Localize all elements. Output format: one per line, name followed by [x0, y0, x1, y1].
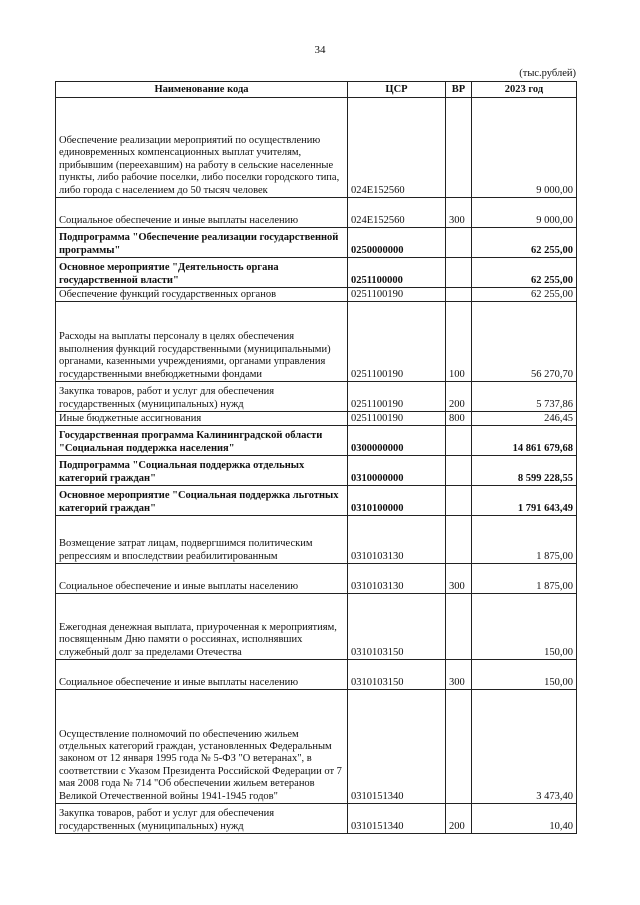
- cell-vr: [446, 594, 472, 660]
- table-body: [56, 98, 577, 834]
- cell-sum: 56 270,70: [472, 302, 577, 382]
- table-row: [56, 258, 577, 288]
- cell-vr: 300: [446, 660, 472, 690]
- table-row: [56, 564, 577, 594]
- cell-name: Социальное обеспечение и иные выплаты населению: [56, 564, 348, 594]
- cell-sum: 3 473,40: [472, 690, 577, 804]
- cell-csr: 0300000000: [348, 426, 446, 456]
- cell-name: Подпрограмма "Обеспечение реализации государственной программы": [56, 228, 348, 258]
- header-vr: ВР: [446, 82, 472, 98]
- cell-vr: 200: [446, 382, 472, 412]
- header-name: Наименование кода: [56, 82, 348, 98]
- cell-name: Осуществление полномочий по обеспечению жильем отдельных категорий граждан, установленных Федеральным законом от 12 января 1995 года № 5-ФЗ "О ветеранах", в соответствии с Указом Президента Российской Федерации от 7 мая 2008 года № 714 "Об обеспечении жильем ветеранов Великой Отечественной войны 1941-1945 годов": [56, 690, 348, 804]
- cell-vr: 200: [446, 804, 472, 834]
- cell-vr: [446, 456, 472, 486]
- cell-sum: 150,00: [472, 594, 577, 660]
- table-row: [56, 804, 577, 834]
- budget-table: [55, 81, 577, 834]
- cell-name: Обеспечение реализации мероприятий по осуществлению единовременных компенсационных выплат учителям, прибывшим (переехавшим) на работу в сельские населенные пункты, либо рабочие поселки, либо поселки городского типа, либо города с населением до 50 тысяч человек: [56, 98, 348, 198]
- table-row: [56, 426, 577, 456]
- cell-vr: [446, 228, 472, 258]
- cell-csr: 0310000000: [348, 456, 446, 486]
- cell-vr: [446, 426, 472, 456]
- cell-csr: 0310100000: [348, 486, 446, 516]
- cell-csr: 0251100190: [348, 412, 446, 426]
- table-row: [56, 198, 577, 228]
- cell-name: Государственная программа Калининградской области "Социальная поддержка населения": [56, 426, 348, 456]
- cell-name: Закупка товаров, работ и услуг для обеспечения государственных (муниципальных) нужд: [56, 804, 348, 834]
- cell-csr: 0310103130: [348, 564, 446, 594]
- cell-csr: 0310103150: [348, 594, 446, 660]
- cell-csr: 0251100190: [348, 382, 446, 412]
- cell-sum: 1 791 643,49: [472, 486, 577, 516]
- cell-name: Основное мероприятие "Социальная поддержка льготных категорий граждан": [56, 486, 348, 516]
- cell-name: Социальное обеспечение и иные выплаты населению: [56, 198, 348, 228]
- cell-vr: 800: [446, 412, 472, 426]
- table-row: [56, 382, 577, 412]
- cell-name: Социальное обеспечение и иные выплаты населению: [56, 660, 348, 690]
- cell-csr: 0310151340: [348, 690, 446, 804]
- table-row: [56, 302, 577, 382]
- table-row: [56, 228, 577, 258]
- table-row: [56, 516, 577, 564]
- cell-csr: 0251100000: [348, 258, 446, 288]
- cell-vr: 300: [446, 564, 472, 594]
- cell-vr: [446, 288, 472, 302]
- cell-csr: 0310151340: [348, 804, 446, 834]
- cell-name: Основное мероприятие "Деятельность органа государственной власти": [56, 258, 348, 288]
- table-row: [56, 98, 577, 198]
- cell-name: Обеспечение функций государственных органов: [56, 288, 348, 302]
- cell-sum: 9 000,00: [472, 98, 577, 198]
- table-row: [56, 690, 577, 804]
- cell-vr: [446, 258, 472, 288]
- cell-csr: 024E152560: [348, 198, 446, 228]
- cell-vr: [446, 486, 472, 516]
- cell-name: Закупка товаров, работ и услуг для обеспечения государственных (муниципальных) нужд: [56, 382, 348, 412]
- cell-name: Возмещение затрат лицам, подвергшимся политическим репрессиям и впоследствии реабилитированным: [56, 516, 348, 564]
- cell-sum: 150,00: [472, 660, 577, 690]
- cell-sum: 1 875,00: [472, 516, 577, 564]
- header-csr: ЦСР: [348, 82, 446, 98]
- table-row: [56, 594, 577, 660]
- cell-sum: 9 000,00: [472, 198, 577, 228]
- units-label: (тыс.рублей): [519, 68, 576, 79]
- cell-name: Расходы на выплаты персоналу в целях обеспечения выполнения функций государственными (муниципальными) органами, казенными учреждениями, органами управления государственными внебюджетными фондами: [56, 302, 348, 382]
- cell-name: Ежегодная денежная выплата, приуроченная к мероприятиям, посвященным Дню памяти о россиянах, исполнявших служебный долг за пределами Отечества: [56, 594, 348, 660]
- cell-name: Подпрограмма "Социальная поддержка отдельных категорий граждан": [56, 456, 348, 486]
- table-row: [56, 412, 577, 426]
- cell-csr: 024E152560: [348, 98, 446, 198]
- cell-csr: 0310103130: [348, 516, 446, 564]
- table-row: [56, 486, 577, 516]
- table-row: [56, 456, 577, 486]
- cell-sum: 14 861 679,68: [472, 426, 577, 456]
- cell-sum: 62 255,00: [472, 228, 577, 258]
- table-header-row: [56, 82, 577, 98]
- cell-vr: 300: [446, 198, 472, 228]
- header-year: 2023 год: [472, 82, 577, 98]
- cell-vr: 100: [446, 302, 472, 382]
- cell-csr: 0310103150: [348, 660, 446, 690]
- cell-sum: 5 737,86: [472, 382, 577, 412]
- cell-sum: 8 599 228,55: [472, 456, 577, 486]
- cell-csr: 0251100190: [348, 288, 446, 302]
- cell-vr: [446, 98, 472, 198]
- cell-sum: 62 255,00: [472, 258, 577, 288]
- cell-sum: 246,45: [472, 412, 577, 426]
- cell-name: Иные бюджетные ассигнования: [56, 412, 348, 426]
- cell-csr: 0251100190: [348, 302, 446, 382]
- table-row: [56, 288, 577, 302]
- cell-vr: [446, 516, 472, 564]
- cell-sum: 1 875,00: [472, 564, 577, 594]
- cell-sum: 62 255,00: [472, 288, 577, 302]
- cell-sum: 10,40: [472, 804, 577, 834]
- cell-vr: [446, 690, 472, 804]
- page-number: 34: [314, 44, 326, 56]
- cell-csr: 0250000000: [348, 228, 446, 258]
- table-row: [56, 660, 577, 690]
